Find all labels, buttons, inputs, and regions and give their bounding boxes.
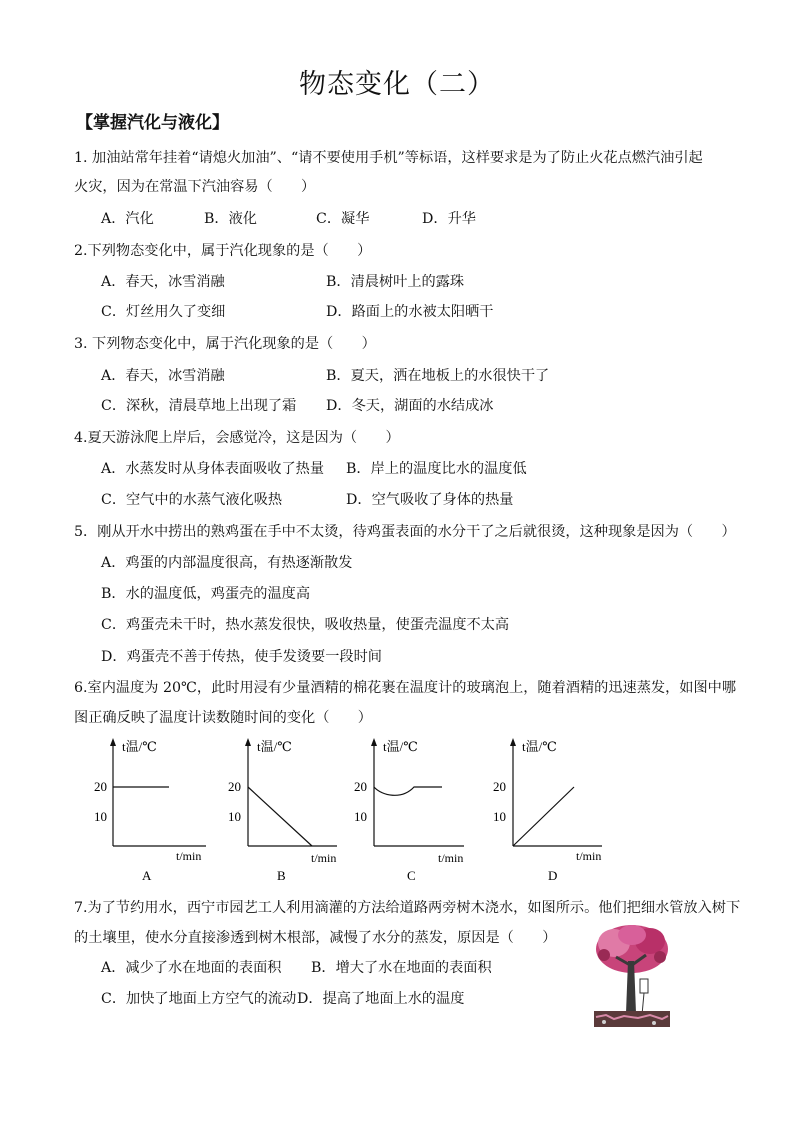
question-6-line-2: 图正确反映了温度计读数随时间的变化（ ）: [74, 710, 372, 726]
series-line-c: [374, 787, 442, 795]
question-2-stem: 2.下列物态变化中，属于汽化现象的是（ ）: [74, 243, 372, 259]
page-title: 物态变化（二）: [299, 69, 495, 100]
graph-b-caption: B: [277, 868, 286, 880]
y-axis-arrow: [245, 738, 251, 746]
question-1-line-1: 1. 加油站常年挂着“请熄火加油”、“请不要使用手机”等标语，这样要求是为了防止火花点燃汽油引起: [74, 150, 703, 166]
question-2-option-d: D．路面上的水被太阳晒干: [326, 304, 494, 320]
question-3-option-a: A．春天，冰雪消融: [101, 368, 225, 384]
soil: [594, 1011, 670, 1027]
question-5-option-a: A．鸡蛋的内部温度很高，有热逐渐散发: [101, 555, 353, 571]
x-axis-label: t/min: [176, 849, 202, 863]
drip-bag: [640, 979, 648, 993]
soil-stone: [652, 1021, 656, 1025]
tree-illustration: [592, 921, 672, 1029]
question-2-option-b: B．清晨树叶上的露珠: [326, 274, 465, 290]
tree-canopy-dot: [598, 949, 610, 961]
graph-d: [490, 738, 620, 884]
y-axis-label: t温/℃: [383, 739, 418, 754]
tree-canopy-dot: [654, 951, 666, 963]
tick-20: 20: [228, 779, 241, 794]
tick-20: 20: [94, 779, 107, 794]
x-axis-label: t/min: [311, 851, 337, 865]
question-1-line-2: 火灾，因为在常温下汽油容易（ ）: [74, 179, 316, 195]
tick-10: 10: [493, 809, 506, 824]
question-5-option-d: D．鸡蛋壳不善于传热，使手发烫要一段时间: [101, 649, 382, 665]
tree-canopy-top: [618, 925, 646, 945]
question-7-option-c: C．加快了地面上方空气的流动: [101, 991, 297, 1007]
graph-c-caption: C: [407, 868, 416, 880]
tick-10: 10: [94, 809, 107, 824]
graph-b: [225, 738, 355, 884]
y-axis-arrow: [510, 738, 516, 746]
graph-a: [86, 738, 216, 884]
y-axis-arrow: [110, 738, 116, 746]
question-4-stem: 4.夏天游泳爬上岸后，会感觉冷，这是因为（ ）: [74, 430, 400, 446]
question-7-option-a: A．减少了水在地面的表面积: [101, 960, 282, 976]
graph-d-svg: [490, 738, 620, 880]
question-3-option-c: C．深秋，清晨草地上出现了霜: [101, 398, 297, 414]
question-7-line-2: 的土壤里，使水分直接渗透到树木根部，减慢了水分的蒸发，原因是（ ）: [74, 930, 557, 946]
question-2-option-c: C．灯丝用久了变细: [101, 304, 226, 320]
y-axis-label: t温/℃: [522, 739, 557, 754]
question-4-option-c: C．空气中的水蒸气液化吸热: [101, 492, 283, 508]
question-5-option-b: B．水的温度低，鸡蛋壳的温度高: [101, 586, 311, 602]
drip-irrigation-tree-image: [592, 921, 672, 1029]
graph-c-svg: [352, 738, 482, 880]
question-1-option-d: D．升华: [422, 211, 476, 227]
graph-d-caption: D: [548, 868, 558, 880]
graph-b-svg: [225, 738, 355, 880]
x-axis-label: t/min: [438, 851, 464, 865]
question-3-option-d: D．冬天，湖面的水结成冰: [326, 398, 494, 414]
question-2-option-a: A．春天，冰雪消融: [101, 274, 225, 290]
question-7-option-b: B．增大了水在地面的表面积: [311, 960, 492, 976]
question-7-option-d: D．提高了地面上水的温度: [297, 991, 465, 1007]
y-axis-arrow: [371, 738, 377, 746]
question-1-option-c: C．凝华: [316, 211, 370, 227]
tick-20: 20: [493, 779, 506, 794]
question-7-line-1: 7.为了节约用水，西宁市园艺工人利用滴灌的方法给道路两旁树木浇水，如图所示。他们把细水管放入树下: [74, 900, 741, 916]
tick-10: 10: [228, 809, 241, 824]
question-1-option-a: A．汽化: [101, 211, 154, 227]
series-line-d: [513, 787, 574, 846]
graph-a-svg: [86, 738, 216, 880]
tick-10: 10: [354, 809, 367, 824]
question-5-stem: 5．刚从开水中捞出的熟鸡蛋在手中不太烫，待鸡蛋表面的水分干了之后就很烫，这种现象是因为（ ）: [74, 524, 736, 540]
question-4-option-b: B．岸上的温度比水的温度低: [346, 461, 527, 477]
soil-stone: [602, 1020, 606, 1024]
y-axis-label: t温/℃: [257, 739, 292, 754]
graph-c: [352, 738, 482, 884]
graph-a-caption: A: [142, 868, 152, 880]
question-3-option-b: B．夏天，洒在地板上的水很快干了: [326, 368, 550, 384]
question-4-option-a: A．水蒸发时从身体表面吸收了热量: [101, 461, 325, 477]
question-1-option-b: B．液化: [204, 211, 257, 227]
tick-20: 20: [354, 779, 367, 794]
y-axis-label: t温/℃: [122, 739, 157, 754]
question-4-option-d: D．空气吸收了身体的热量: [346, 492, 514, 508]
question-3-stem: 3. 下列物态变化中，属于汽化现象的是（ ）: [74, 336, 376, 352]
x-axis-label: t/min: [576, 849, 602, 863]
section-heading: 【掌握汽化与液化】: [76, 113, 229, 133]
question-6-line-1: 6.室内温度为 20℃，此时用浸有少量酒精的棉花裹在温度计的玻璃泡上，随着酒精的迅速蒸发，如图中哪: [74, 680, 737, 696]
question-5-option-c: C．鸡蛋壳未干时，热水蒸发很快，吸收热量，使蛋壳温度不太高: [101, 617, 510, 633]
series-line-b: [248, 787, 312, 846]
